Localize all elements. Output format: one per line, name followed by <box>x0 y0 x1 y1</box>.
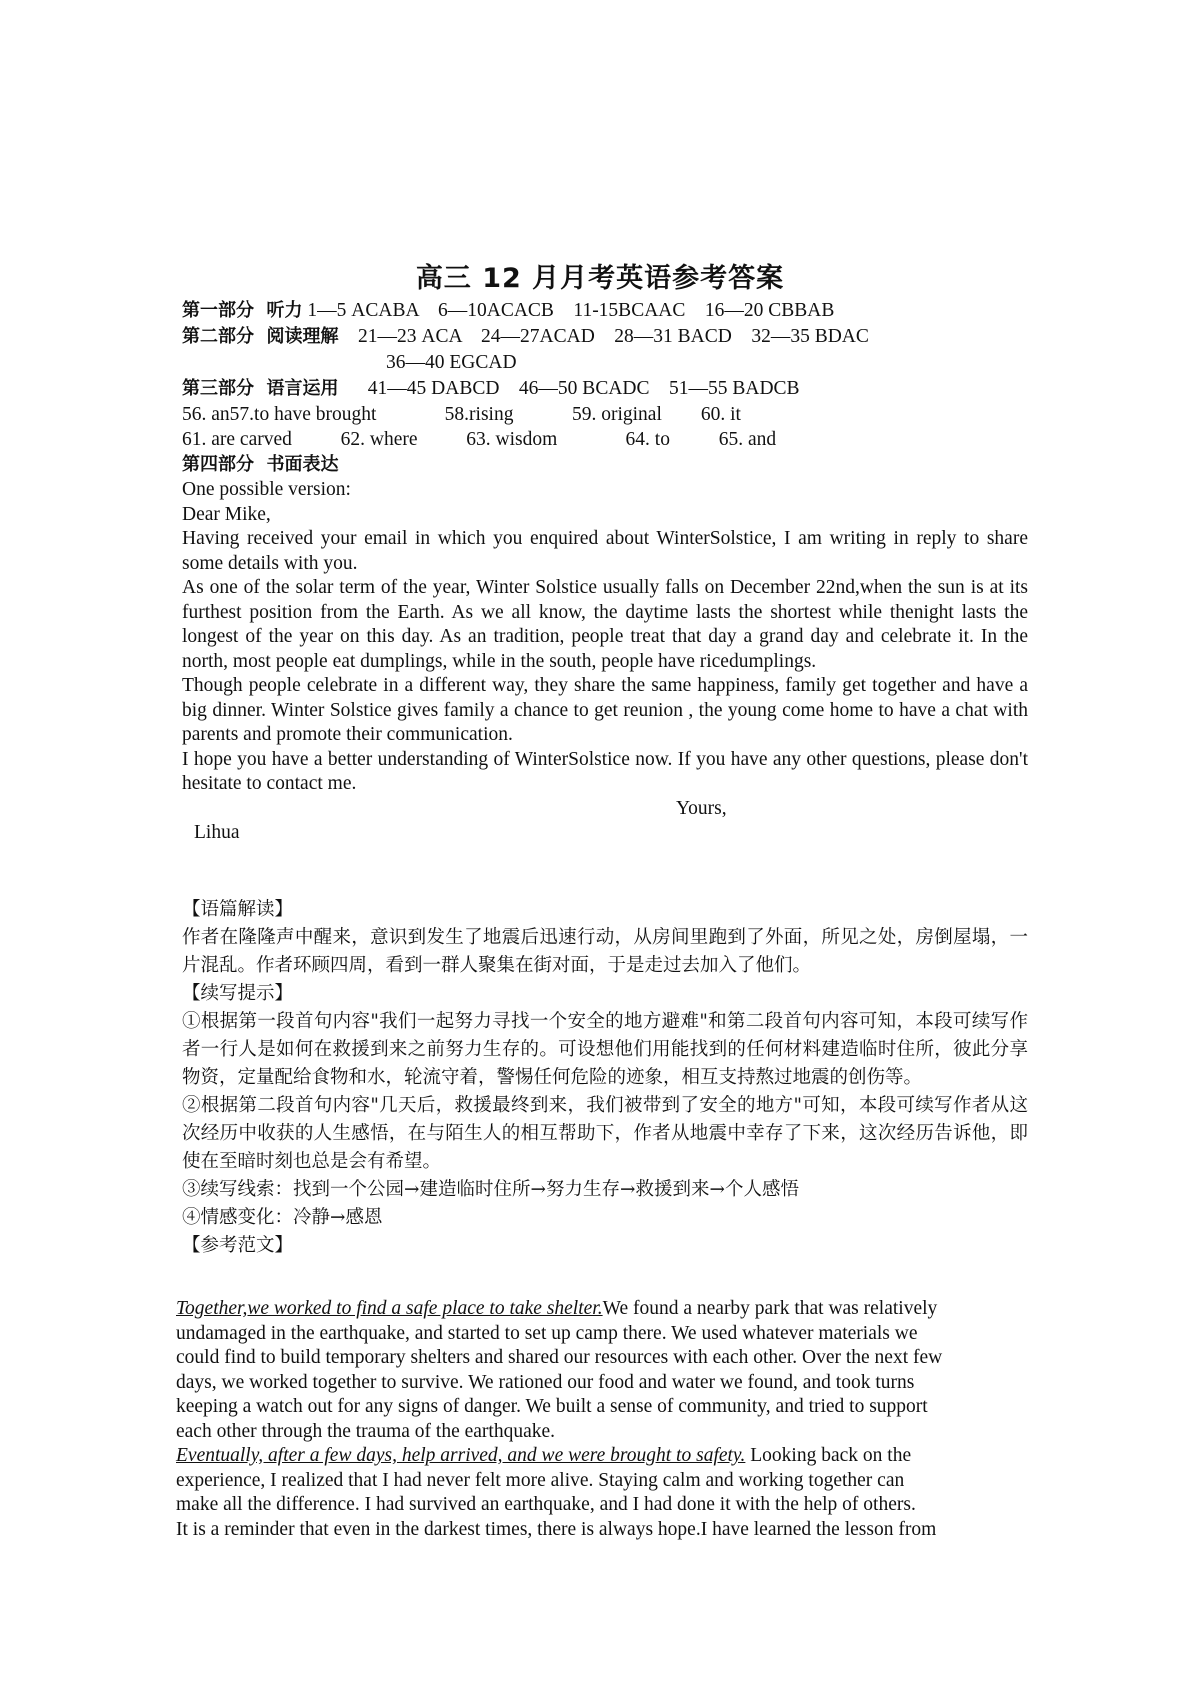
part4-label: 第四部分 书面表达 <box>182 454 339 475</box>
essay-signature: Lihua <box>194 822 240 843</box>
writing-essay <box>182 478 1028 846</box>
sample-p1-line2: undamaged in the earthquake, and started to set up camp there. We used whatever materials we <box>176 1322 918 1344</box>
essay-greeting: Dear Mike, <box>182 503 271 525</box>
analysis-tip-2: ②根据第二段首句内容"几天后，救援最终到来，我们被带到了安全的地方"可知，本段可续写作者从这次经历中收获的人生感悟，在与陌生人的相互帮助下，作者从地震中幸存了下来，这次经历告诉他，即使在至暗时刻也总是会有希望。 <box>182 1095 1028 1172</box>
analysis-tip-1: ①根据第一段首句内容"我们一起努力寻找一个安全的地方避难"和第二段首句内容可知，本段可续写作者一行人是如何在救援到来之前努力生存的。可设想他们用能找到的任何材料建造临时住所，彼此分享物资，定量配给食物和水，轮流守着，警惕任何危险的迹象，相互支持熬过地震的创伤等。 <box>182 1011 1028 1088</box>
essay-closing: Yours, <box>676 797 727 819</box>
essay-paragraph-2: As one of the solar term of the year, Winter Solstice usually falls on December 22nd,when the sun is at its furthest position from the Earth. As we all know, the daytime lasts the shortest while thenight lasts the longest of the year on this day. As an tradition, people treat that day a grand day and celebrate it. In the north, most people eat dumplings, while in the south, people have ricedumplings. <box>182 577 1028 672</box>
part2-label: 第二部分 阅读理解 <box>182 326 339 347</box>
essay-paragraph-3: Though people celebrate in a different way, they share the same happiness, family get together and have a big dinner. Winter Solstice gives family a chance to get reunion , the young come home to have a chat with parents and promote their communication. <box>182 675 1028 745</box>
part2-line <box>182 324 869 349</box>
analysis-heading-tips: 【续写提示】 <box>182 983 294 1004</box>
analysis-tip-4: ④情感变化：冷静→感恩 <box>182 1207 383 1228</box>
part1-answers: 1—5 ACABA 6—10ACACB 11-15BCAAC 16—20 CBBAB <box>307 300 835 321</box>
essay-paragraph-4: I hope you have a better understanding of WinterSolstice now. If you have any other questions, please don't hesitate to contact me. <box>182 748 1028 794</box>
sample-p2-line4: It is a reminder that even in the darkest times, there is always hope.I have learned the lesson from <box>176 1518 937 1540</box>
sample-p2-lead: Eventually, after a few days, help arrived, and we were brought to safety. <box>176 1445 746 1466</box>
sample-p1-line6: each other through the trauma of the earthquake. <box>176 1420 556 1442</box>
part3-label: 第三部分 语言运用 <box>182 378 339 399</box>
analysis-section <box>182 896 1028 1260</box>
analysis-discourse-text: 作者在隆隆声中醒来，意识到发生了地震后迅速行动，从房间里跑到了外面，所见之处，房倒屋塌，一片混乱。作者环顾四周，看到一群人聚集在街对面，于是走过去加入了他们。 <box>182 927 1028 976</box>
sample-p2-line3: make all the difference. I had survived an earthquake, and I had done it with the help of others. <box>176 1494 916 1515</box>
sample-essay <box>176 1297 1036 1542</box>
sample-p2-line1: Eventually, after a few days, help arrived, and we were brought to safety. Looking back on the <box>176 1445 912 1466</box>
part3-line <box>182 376 800 401</box>
essay-intro: One possible version: <box>182 479 351 500</box>
sample-p1-lead: Together,we worked to find a safe place to take shelter. <box>176 1298 603 1319</box>
part3-row2: 61. are carved 62. where 63. wisdom 64. to 65. and <box>182 429 777 450</box>
sample-p1-line4: days, we worked together to survive. We rationed our food and water we found, and took turns <box>176 1371 915 1393</box>
part1-label: 第一部分 听力 <box>182 300 303 321</box>
analysis-tip-3: ③续写线索：找到一个公园→建造临时住所→努力生存→救援到来→个人感悟 <box>182 1179 800 1200</box>
sample-p1-line3: could find to build temporary shelters and shared our resources with each other. Over the next few <box>176 1347 943 1368</box>
part2-answers2: 36—40 EGCAD <box>386 352 517 373</box>
sample-p1-line5: keeping a watch out for any signs of danger. We built a sense of community, and tried to support <box>176 1396 928 1417</box>
sample-p2-line2: experience, I realized that I had never felt more alive. Staying calm and working together can <box>176 1469 905 1491</box>
part3-row1: 56. an57.to have brought 58.rising 59. original 60. it <box>182 404 741 425</box>
analysis-heading-discourse: 【语篇解读】 <box>182 899 294 920</box>
part3-answers: 41—45 DABCD 46—50 BCADC 51—55 BADCB <box>367 378 800 399</box>
page-title: 高三 12 月月考英语参考答案 <box>415 263 785 294</box>
part1-line <box>182 298 834 323</box>
analysis-heading-sample: 【参考范文】 <box>182 1235 294 1256</box>
essay-paragraph-1: Having received your email in which you enquired about WinterSolstice, I am writing in reply to share some details with you. <box>182 528 1028 574</box>
sample-p1-line1: Together,we worked to find a safe place to take shelter.We found a nearby park that was relatively <box>176 1298 938 1319</box>
part2-answers1: 21—23 ACA 24—27ACAD 28—31 BACD 32—35 BDAC <box>358 326 869 347</box>
